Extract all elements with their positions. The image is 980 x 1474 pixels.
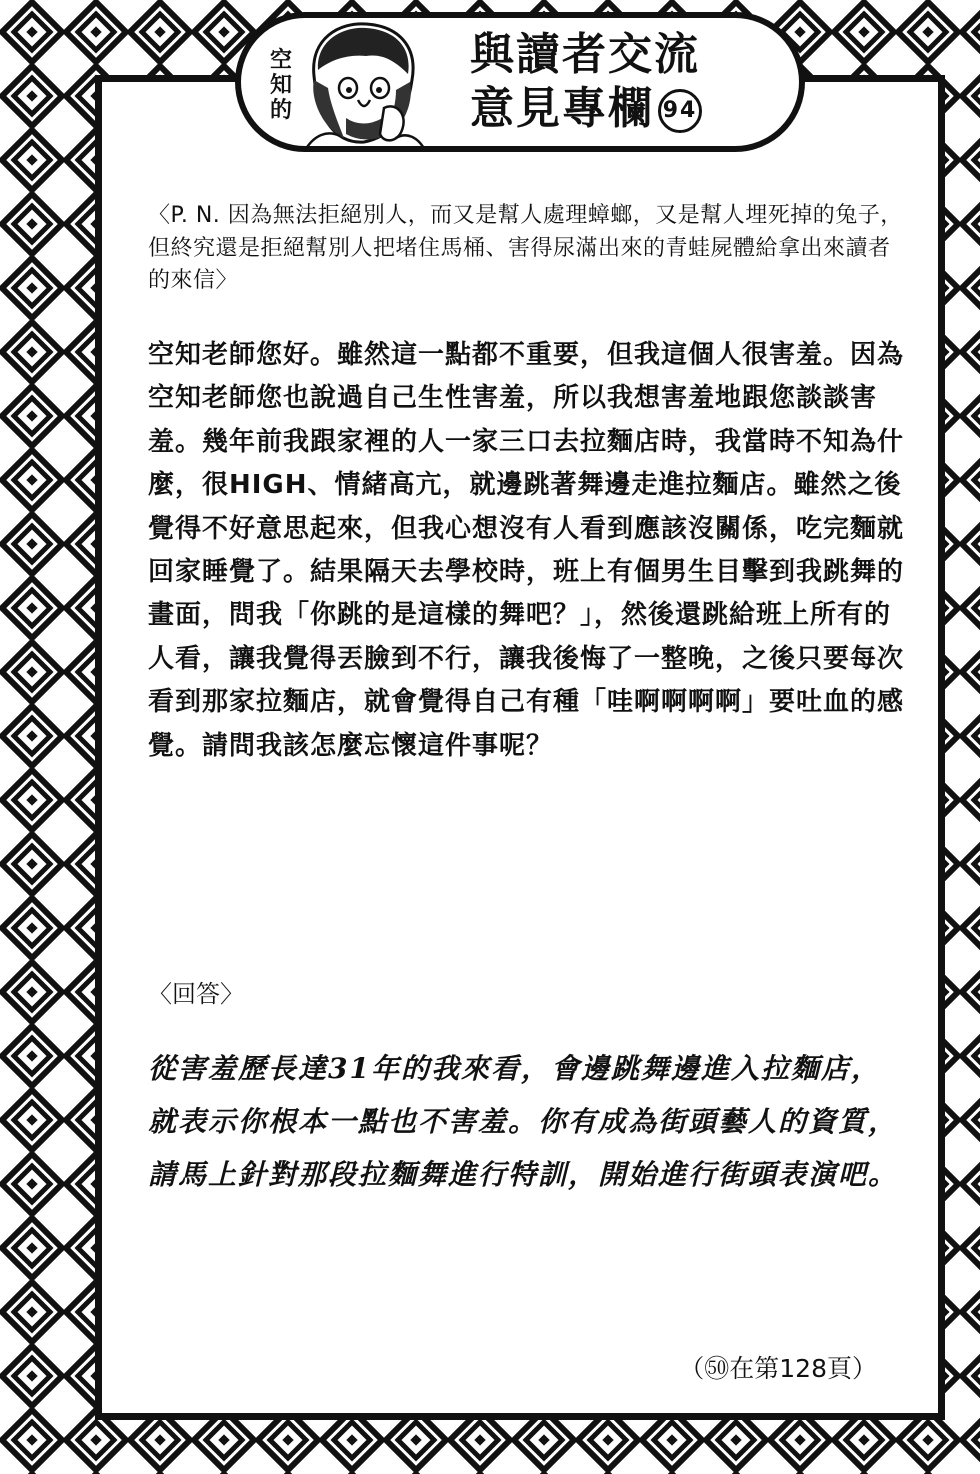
column-title-line2 xyxy=(470,84,702,134)
series-label-char: 知 xyxy=(269,73,292,98)
issue-number-badge: 94 xyxy=(658,89,702,133)
series-label-char: 的 xyxy=(269,98,292,123)
answer-body: 從害羞歷長達31年的我來看，會邊跳舞邊進入拉麵店，就表示你根本一點也不害羞。你有成為街頭藝人的資質，請馬上針對那段拉麵舞進行特訓，開始進行街頭表演吧。 xyxy=(148,1052,899,1191)
continued-page-note: （㊿在第128頁） xyxy=(679,1354,877,1383)
letter-body: 空知老師您好。雖然這一點都不重要，但我這個人很害羞。因為空知老師您也說過自己生性害羞，所以我想害羞地跟您談談害羞。幾年前我跟家裡的人一家三口去拉麵店時，我當時不知為什麼，很HIGH、情緒高亢，就邊跳著舞邊走進拉麵店。雖然之後覺得不好意思起來，但我心想沒有人看到應該沒關係，吃完麵就回家睡覺了。結果隔天去學校時，班上有個男生目擊到我跳舞的畫面，問我「你跳的是這樣的舞吧？」，然後還跳給班上所有的人看，讓我覺得丟臉到不行，讓我後悔了一整晚，之後只要每次看到那家拉麵店，就會覺得自己有種「哇啊啊啊啊」要吐血的感覺。請問我該怎麼忘懷這件事呢？ xyxy=(148,340,905,761)
column-title-line1: 與讀者交流 xyxy=(470,29,700,80)
series-label-char: 空 xyxy=(269,48,292,73)
answer-heading: 〈回答〉 xyxy=(148,980,244,1008)
column-title-line2-text: 意見專欄 xyxy=(470,83,654,134)
sender-intro: 〈P. N. 因為無法拒絕別人，而又是幫人處理蟑螂，又是幫人埋死掉的兔子，但終究還是拒絕幫別人把堵住馬桶、害得尿滿出來的青蛙屍體給拿出來讀者的來信〉 xyxy=(148,203,903,293)
series-label xyxy=(268,48,294,123)
author-portrait-icon xyxy=(300,18,430,152)
